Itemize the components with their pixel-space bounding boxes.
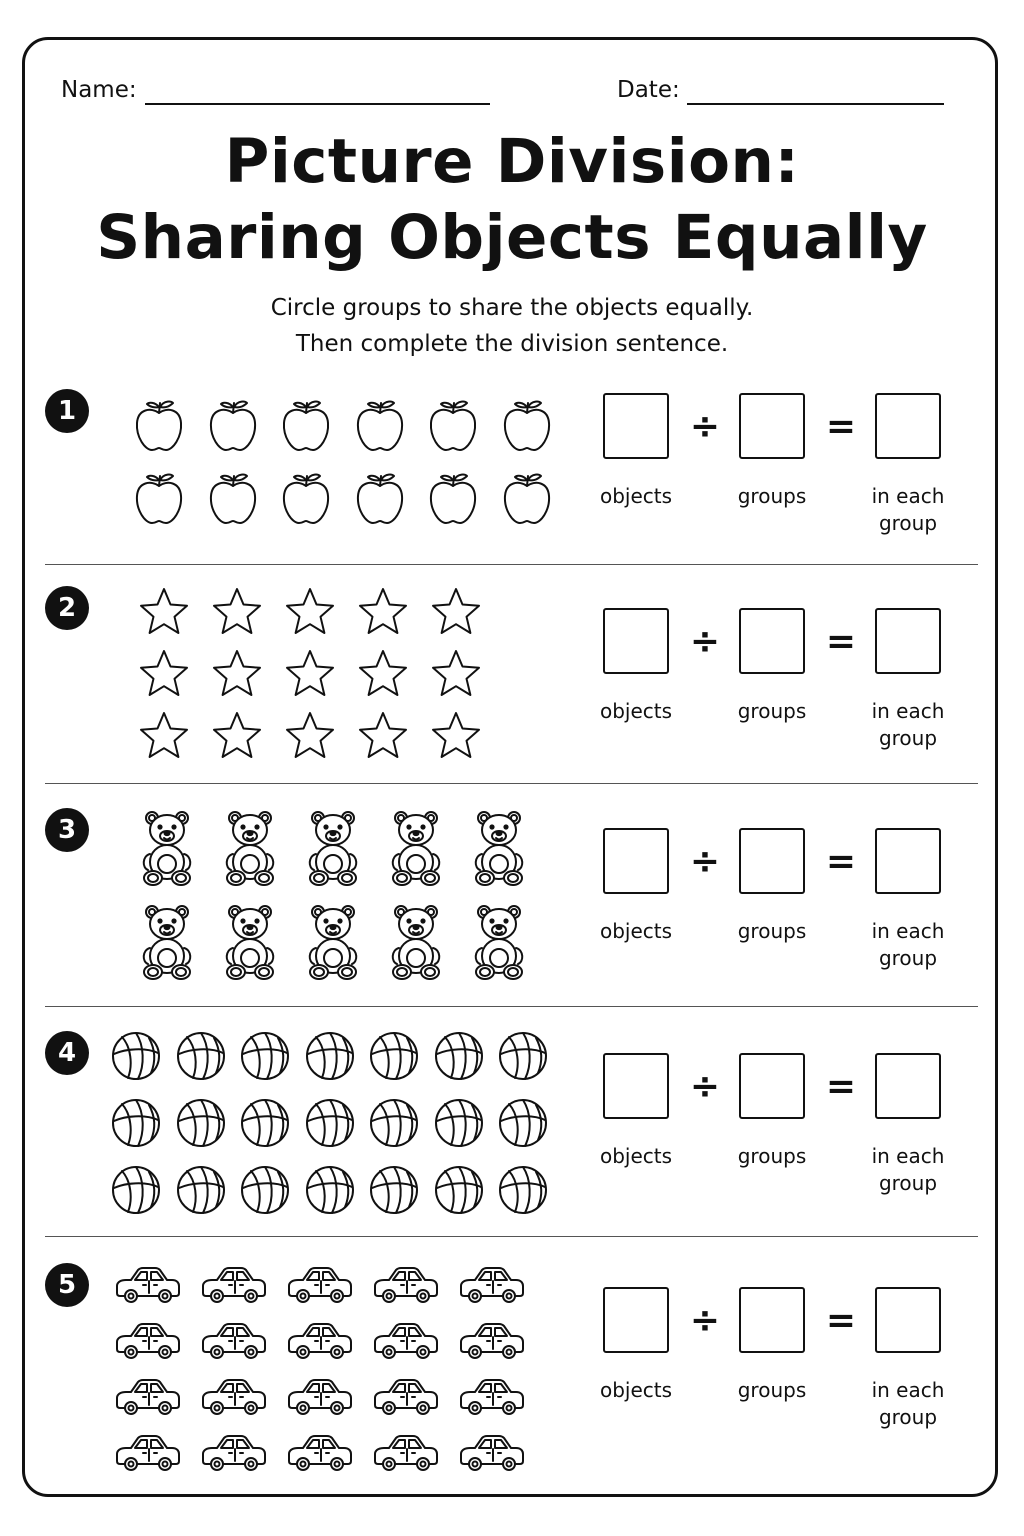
in-each-group-answer-box[interactable] [875, 1287, 941, 1353]
problem-number: 3 [45, 808, 89, 852]
groups-caption: groups [737, 1378, 807, 1402]
beach-ball-icon[interactable] [305, 1098, 355, 1152]
apple-icon[interactable] [207, 471, 259, 531]
in-each-group-caption: in each group [871, 1144, 945, 1195]
problem-number: 2 [45, 586, 89, 630]
instructions [0, 290, 1024, 362]
car-icon[interactable] [372, 1433, 440, 1477]
objects-caption: objects [599, 699, 673, 723]
title-line-2: Sharing Objects Equally [96, 202, 928, 273]
objects-caption: objects [599, 919, 673, 943]
apple-icon[interactable] [280, 471, 332, 531]
groups-caption: groups [737, 699, 807, 723]
divide-symbol: ÷ [689, 1300, 721, 1341]
name-line[interactable] [145, 103, 490, 105]
in-each-group-caption: in each group [871, 699, 945, 750]
car-icon[interactable] [286, 1377, 354, 1421]
car-icon[interactable] [200, 1433, 268, 1477]
problem-number: 1 [45, 389, 89, 433]
car-icon[interactable] [200, 1321, 268, 1365]
car-icon[interactable] [286, 1433, 354, 1477]
star-icon[interactable] [284, 648, 336, 704]
star-icon[interactable] [357, 648, 409, 704]
apple-icon[interactable] [501, 471, 553, 531]
star-icon[interactable] [138, 648, 190, 704]
car-icon[interactable] [114, 1321, 182, 1365]
problem-number: 5 [45, 1263, 89, 1307]
teddy-bear-icon[interactable] [387, 902, 445, 984]
beach-ball-icon[interactable] [240, 1031, 290, 1085]
car-icon[interactable] [200, 1377, 268, 1421]
car-icon[interactable] [372, 1321, 440, 1365]
apple-icon[interactable] [427, 398, 479, 458]
beach-ball-icon[interactable] [176, 1098, 226, 1152]
in-each-group-caption: in each group [871, 484, 945, 535]
objects-answer-box[interactable] [603, 1053, 669, 1119]
teddy-bear-icon[interactable] [304, 808, 362, 890]
teddy-bear-icon[interactable] [221, 808, 279, 890]
date-line[interactable] [687, 103, 944, 105]
star-icon[interactable] [138, 586, 190, 642]
divide-symbol: ÷ [689, 1066, 721, 1107]
problem-divider [45, 1006, 978, 1007]
problem-number: 4 [45, 1031, 89, 1075]
in-each-group-caption: in each group [871, 1378, 945, 1429]
divide-symbol: ÷ [689, 841, 721, 882]
title-line-1: Picture Division: [224, 126, 800, 197]
beach-ball-icon[interactable] [111, 1165, 161, 1219]
star-icon[interactable] [430, 648, 482, 704]
beach-ball-icon[interactable] [434, 1098, 484, 1152]
objects-caption: objects [599, 484, 673, 508]
equals-symbol: = [825, 406, 857, 447]
objects-answer-box[interactable] [603, 393, 669, 459]
star-icon[interactable] [284, 710, 336, 766]
instructions-line-2: Then complete the division sentence. [295, 331, 729, 357]
teddy-bear-icon[interactable] [387, 808, 445, 890]
car-icon[interactable] [114, 1433, 182, 1477]
star-icon[interactable] [357, 586, 409, 642]
beach-ball-icon[interactable] [498, 1031, 548, 1085]
star-icon[interactable] [430, 586, 482, 642]
objects-answer-box[interactable] [603, 608, 669, 674]
star-icon[interactable] [211, 648, 263, 704]
teddy-bear-icon[interactable] [304, 902, 362, 984]
beach-ball-icon[interactable] [111, 1031, 161, 1085]
star-icon[interactable] [284, 586, 336, 642]
problem-divider [45, 564, 978, 565]
car-icon[interactable] [458, 1321, 526, 1365]
beach-ball-icon[interactable] [498, 1165, 548, 1219]
car-icon[interactable] [372, 1265, 440, 1309]
beach-ball-icon[interactable] [305, 1031, 355, 1085]
beach-ball-icon[interactable] [498, 1098, 548, 1152]
equals-symbol: = [825, 841, 857, 882]
teddy-bear-icon[interactable] [138, 808, 196, 890]
divide-symbol: ÷ [689, 406, 721, 447]
name-label: Name: [61, 77, 137, 103]
apple-icon[interactable] [427, 471, 479, 531]
groups-answer-box[interactable] [739, 828, 805, 894]
car-icon[interactable] [458, 1377, 526, 1421]
in-each-group-caption: in each group [871, 919, 945, 970]
star-icon[interactable] [211, 710, 263, 766]
groups-caption: groups [737, 919, 807, 943]
problem-divider [45, 1236, 978, 1237]
groups-caption: groups [737, 484, 807, 508]
groups-caption: groups [737, 1144, 807, 1168]
car-icon[interactable] [114, 1265, 182, 1309]
equals-symbol: = [825, 621, 857, 662]
divide-symbol: ÷ [689, 621, 721, 662]
beach-ball-icon[interactable] [240, 1098, 290, 1152]
beach-ball-icon[interactable] [111, 1098, 161, 1152]
star-icon[interactable] [430, 710, 482, 766]
objects-caption: objects [599, 1144, 673, 1168]
objects-answer-box[interactable] [603, 828, 669, 894]
apple-icon[interactable] [354, 398, 406, 458]
apple-icon[interactable] [207, 398, 259, 458]
car-icon[interactable] [286, 1265, 354, 1309]
beach-ball-icon[interactable] [240, 1165, 290, 1219]
groups-answer-box[interactable] [739, 393, 805, 459]
equals-symbol: = [825, 1066, 857, 1107]
apple-icon[interactable] [501, 398, 553, 458]
groups-answer-box[interactable] [739, 608, 805, 674]
apple-icon[interactable] [280, 398, 332, 458]
teddy-bear-icon[interactable] [470, 902, 528, 984]
car-icon[interactable] [372, 1377, 440, 1421]
car-icon[interactable] [114, 1377, 182, 1421]
beach-ball-icon[interactable] [434, 1031, 484, 1085]
groups-answer-box[interactable] [739, 1287, 805, 1353]
star-icon[interactable] [357, 710, 409, 766]
car-icon[interactable] [286, 1321, 354, 1365]
objects-answer-box[interactable] [603, 1287, 669, 1353]
beach-ball-icon[interactable] [176, 1165, 226, 1219]
page-title [0, 124, 1024, 276]
objects-caption: objects [599, 1378, 673, 1402]
apple-icon[interactable] [354, 471, 406, 531]
teddy-bear-icon[interactable] [221, 902, 279, 984]
apple-icon[interactable] [133, 471, 185, 531]
beach-ball-icon[interactable] [305, 1165, 355, 1219]
star-icon[interactable] [138, 710, 190, 766]
problem-divider [45, 783, 978, 784]
star-icon[interactable] [211, 586, 263, 642]
beach-ball-icon[interactable] [434, 1165, 484, 1219]
in-each-group-answer-box[interactable] [875, 393, 941, 459]
teddy-bear-icon[interactable] [138, 902, 196, 984]
beach-ball-icon[interactable] [369, 1165, 419, 1219]
in-each-group-answer-box[interactable] [875, 828, 941, 894]
in-each-group-answer-box[interactable] [875, 608, 941, 674]
apple-icon[interactable] [133, 398, 185, 458]
groups-answer-box[interactable] [739, 1053, 805, 1119]
car-icon[interactable] [458, 1433, 526, 1477]
car-icon[interactable] [200, 1265, 268, 1309]
date-label: Date: [617, 77, 680, 103]
in-each-group-answer-box[interactable] [875, 1053, 941, 1119]
car-icon[interactable] [458, 1265, 526, 1309]
beach-ball-icon[interactable] [176, 1031, 226, 1085]
beach-ball-icon[interactable] [369, 1031, 419, 1085]
teddy-bear-icon[interactable] [470, 808, 528, 890]
equals-symbol: = [825, 1300, 857, 1341]
instructions-line-1: Circle groups to share the objects equally. [270, 295, 754, 321]
beach-ball-icon[interactable] [369, 1098, 419, 1152]
